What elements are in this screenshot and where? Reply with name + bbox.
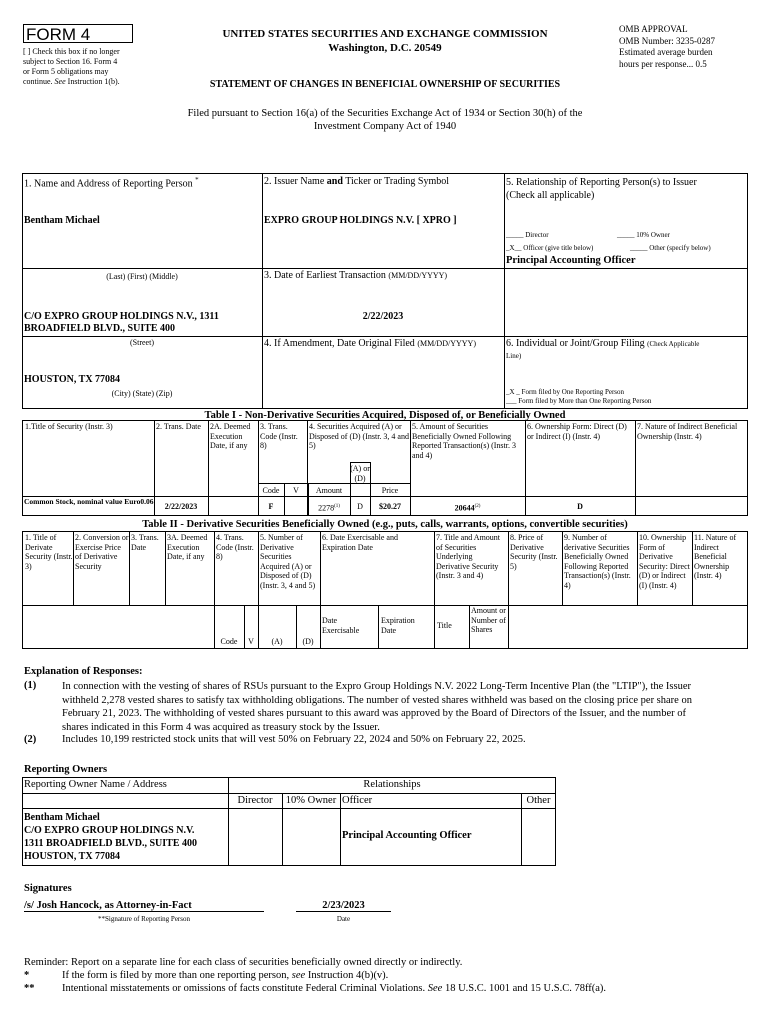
- ten-pct-check: _____ 10% Owner: [617, 231, 670, 239]
- t2-h3: 3. Trans. Date: [131, 533, 159, 552]
- t1-row-aord: D: [357, 502, 363, 511]
- t2-h6: 6. Date Exercisable and Expiration Date: [322, 533, 398, 552]
- footer-note-1: If the form is filed by more than one reporting person, see Instruction 4(b)(v).: [62, 970, 389, 981]
- t2-sub-a: (A): [271, 637, 283, 646]
- t1-row-code: F: [268, 502, 274, 511]
- signer-label: **Signature of Reporting Person: [98, 915, 190, 923]
- agency-name: UNITED STATES SECURITIES AND EXCHANGE COMMISSION: [222, 28, 548, 40]
- reporting-info-frame: [22, 173, 748, 409]
- owners-col-ten: 10% Owner: [285, 795, 337, 806]
- footnote-1-line-1: In connection with the vesting of shares of RSUs pursuant to the Expro Group Holdings N.V. 2022 Long-Term Incentive Plan (the "LTIP"), the Issuer: [62, 681, 691, 692]
- t2-h10: 10. Ownership Form of Derivative Security: Direct (D) or Indirect (I) (Instr. 4): [639, 533, 690, 590]
- filed-pursuant-line-1: Filed pursuant to Section 16(a) of the Securities Exchange Act of 1934 or Section 30(h) of the: [187, 108, 583, 119]
- t2-h1: 1. Title of Derivate Security (Instr. 3): [25, 533, 73, 571]
- check-box-line-3: or Form 5 obligations may: [23, 67, 109, 76]
- filed-pursuant-line-2: Investment Company Act of 1940: [313, 121, 457, 132]
- footnote-1-line-3: February 21, 2023. The withholding of vested shares pursuant to this award was approved by the Board of Directors of the Issuer, and the number of: [62, 708, 686, 719]
- t2-h8: 8. Price of Derivative Security (Instr. 5): [510, 533, 558, 571]
- omb-line-4: hours per response... 0.5: [619, 58, 707, 69]
- footnote-1: [62, 680, 752, 734]
- t2-sub-code: Code: [220, 637, 238, 646]
- t1-row-date: 2/22/2023: [164, 502, 198, 511]
- t2-sub-title: Title: [437, 621, 452, 630]
- footer-note-2: Intentional misstatements or omissions of facts constitute Federal Criminal Violations. See 18 U.S.C. 1001 and 15 U.S.C. 78ff(a).: [62, 983, 607, 994]
- t1-row-amount: 2278$^{(1)}$: [318, 503, 340, 513]
- t1-h7: 7. Nature of Indirect Beneficial Ownership (Instr. 4): [637, 422, 738, 441]
- omb-line-3: Estimated average burden: [619, 47, 713, 57]
- t2-h2: 2. Conversion or Exercise Price of Derivative Security: [75, 533, 129, 571]
- box3-label: 3. Date of Earliest Transaction (MM/DD/YYYY): [264, 270, 448, 281]
- city-label: (City) (State) (Zip): [111, 389, 173, 398]
- t2-sub-date-ex: Date Exercisable: [322, 616, 360, 635]
- explanation-title: Explanation of Responses:: [24, 666, 143, 677]
- t1-sub-amount: Amount: [315, 486, 343, 495]
- footer-star-1: *: [24, 970, 30, 981]
- owner-officer-title: Principal Accounting Officer: [342, 830, 472, 841]
- t2-h11: 11. Nature of Indirect Beneficial Ownership (Instr. 4): [694, 533, 737, 580]
- box4-label: 4. If Amendment, Date Original Filed (MM/DD/YYYY): [264, 338, 476, 349]
- t2-h5: 5. Number of Derivative Securities Acquired (A) or Disposed of (D) (Instr. 3, 4 and 5): [260, 533, 316, 590]
- street-line-1: C/O EXPRO GROUP HOLDINGS N.V., 1311: [24, 311, 219, 322]
- t1-row-title: Common Stock, nominal value Euro0.06: [24, 497, 154, 506]
- reminder: Reminder: Report on a separate line for each class of securities beneficially owned directly or indirectly.: [24, 957, 463, 968]
- omb-line-2: OMB Number: 3235-0287: [619, 35, 715, 46]
- owners-col-officer: Officer: [342, 795, 373, 806]
- box1-label: 1. Name and Address of Reporting Person *: [24, 176, 199, 190]
- owners-title: Reporting Owners: [24, 764, 108, 775]
- signature-date-label: Date: [336, 915, 351, 923]
- issuer-name: EXPRO GROUP HOLDINGS N.V. [ XPRO ]: [264, 215, 457, 226]
- other-check: _____ Other (specify below): [630, 244, 711, 252]
- agency-heading: [175, 27, 595, 55]
- owner-address-4: HOUSTON, TX 77084: [24, 851, 121, 862]
- footnote-1-num: (1): [24, 680, 37, 691]
- owners-col-director: Director: [237, 795, 273, 806]
- agency-location: Washington, D.C. 20549: [328, 42, 442, 54]
- table2-title: Table II - Derivative Securities Beneficially Owned (e.g., puts, calls, warrants, options, convertible securities): [142, 519, 628, 530]
- reporting-street: [24, 311, 219, 335]
- t1-h6: 6. Ownership Form: Direct (D) or Indirect (I) (Instr. 4): [527, 422, 627, 441]
- owner-address: [24, 811, 197, 863]
- t2-sub-v: V: [248, 637, 254, 646]
- check-box-line-1: [ ] Check this box if no longer: [23, 47, 120, 56]
- t1-h4: 4. Securities Acquired (A) or Disposed of (D) (Instr. 3, 4 and 5): [309, 422, 409, 450]
- t1-sub-v: V: [293, 486, 299, 495]
- signatures-title: Signatures: [24, 883, 72, 894]
- name-format-label: (Last) (First) (Middle): [106, 272, 178, 281]
- footnote-2: Includes 10,199 restricted stock units that will vest 50% on February 22, 2024 and 50% on February 22, 2025.: [62, 734, 526, 745]
- box5-label-1: 5. Relationship of Reporting Person(s) to Issuer: [506, 177, 697, 188]
- footnote-2-num: (2): [24, 734, 37, 745]
- box6-label: 6. Individual or Joint/Group Filing (Check Applicable Line): [506, 338, 700, 360]
- footer-star-2: **: [24, 983, 35, 994]
- omb-line-1: OMB APPROVAL: [619, 24, 688, 34]
- t2-sub-amount: Amount or Number of Shares: [471, 606, 506, 634]
- t1-row-owned: 20644$^{(2)}$: [454, 503, 481, 513]
- one-person-filing: _X _ Form filed by One Reporting Person: [506, 388, 625, 396]
- t2-h9: 9. Number of derivative Securities Beneficially Owned Following Reported Transaction(s) (Instr. 4): [564, 533, 631, 590]
- street-label: (Street): [130, 338, 154, 347]
- reporting-person-name: Bentham Michael: [24, 215, 100, 226]
- t1-sub-code: Code: [262, 486, 280, 495]
- statement-title: STATEMENT OF CHANGES IN BENEFICIAL OWNERSHIP OF SECURITIES: [209, 79, 561, 90]
- director-check: _____ Director: [506, 231, 549, 239]
- t2-h3a: 3A. Deemed Execution Date, if any: [167, 533, 208, 561]
- t1-sub-price: Price: [381, 486, 399, 495]
- t1-sub-aord: (A) or (D): [350, 464, 370, 483]
- box5-label: [506, 176, 746, 202]
- street-line-2: BROADFIELD BLVD., SUITE 400: [24, 323, 176, 334]
- omb-approval: [619, 24, 759, 70]
- earliest-transaction-date: 2/22/2023: [362, 311, 404, 322]
- owner-address-1: Bentham Michael: [24, 812, 100, 823]
- owner-address-2: C/O EXPRO GROUP HOLDINGS N.V.: [24, 825, 195, 836]
- check-box-line-2: subject to Section 16. Form 4: [23, 57, 118, 66]
- t2-h4: 4. Trans. Code (Instr. 8): [216, 533, 254, 561]
- check-box-instructions: [23, 47, 158, 87]
- owners-col-other: Other: [526, 795, 551, 806]
- officer-title: Principal Accounting Officer: [506, 255, 636, 266]
- reporting-city: HOUSTON, TX 77084: [24, 374, 121, 385]
- t1-h5: 5. Amount of Securities Beneficially Owned Following Reported Transaction(s) (Instr. 3 and 4): [412, 422, 516, 460]
- t1-h1: 1.Title of Security (Instr. 3): [25, 422, 113, 431]
- owners-col-name: Reporting Owner Name / Address: [24, 779, 167, 790]
- owners-col-relationships: Relationships: [363, 779, 421, 790]
- t1-h2a: 2A. Deemed Execution Date, if any: [210, 422, 251, 450]
- table1-title: Table I - Non-Derivative Securities Acquired, Disposed of, or Beneficially Owned: [204, 410, 566, 421]
- form-label: FORM 4: [23, 24, 133, 43]
- box5-label-2: (Check all applicable): [506, 190, 595, 201]
- owner-address-3: 1311 BROADFIELD BLVD., SUITE 400: [24, 838, 198, 849]
- box2-label: 2. Issuer Name and Ticker or Trading Symbol: [264, 176, 450, 187]
- multi-person-filing: ___ Form filed by More than One Reporting Person: [506, 397, 652, 405]
- footnote-1-line-2: withheld 2,278 vested shares to satisfy tax withholding obligations. The number of vested shares withheld was based on the closing price per share on: [62, 694, 692, 706]
- officer-check: _X__ Officer (give title below): [506, 244, 594, 252]
- t1-h2: 2. Trans. Date: [156, 422, 201, 431]
- t2-h7: 7. Title and Amount of Securities Underlying Derivative Security (Instr. 3 and 4): [436, 533, 501, 580]
- t1-row-form: D: [577, 502, 583, 511]
- footnote-1-line-4: shares indicated in this Form 4 was acquired as treasury stock by the Issuer.: [62, 721, 380, 733]
- check-box-line-4: continue. See Instruction 1(b).: [23, 77, 120, 86]
- t2-sub-exp: Expiration Date: [381, 616, 415, 635]
- t2-sub-d: (D): [302, 637, 314, 646]
- filed-pursuant: [100, 107, 670, 133]
- t1-h3: 3. Trans. Code (Instr. 8): [260, 422, 298, 450]
- signer: /s/ Josh Hancock, as Attorney-in-Fact: [24, 900, 264, 912]
- t1-row-price: $20.27: [379, 502, 401, 511]
- signature-date: 2/23/2023: [296, 900, 391, 912]
